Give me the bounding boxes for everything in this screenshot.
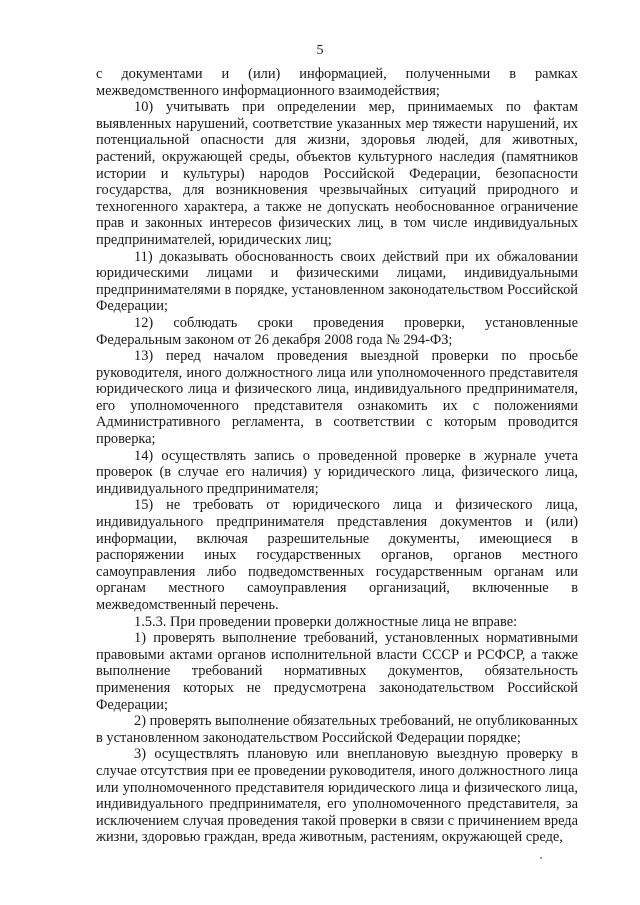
- section-heading-1-5-3: 1.5.3. При проведении проверки должностные лица не вправе:: [134, 613, 518, 630]
- paragraph-prohibition-2: 2) проверять выполнение обязательных требований, не опубликованных в установленном законодательством Российской Федерации порядке;: [96, 713, 578, 746]
- scan-speck: [540, 857, 542, 859]
- paragraph-prohibition-1: 1) проверять выполнение требований, установленных нормативными правовыми актами органов исполнительной власти СССР и РСФСР, а также выполнение требований нормативных документов, обязательность применения которых не предусмотрена законодательством Российской Федерации;: [96, 630, 578, 713]
- paragraph-item-15: 15) не требовать от юридического лица и физического лица, индивидуального предпринимателя представления документов и (или) информации, включая разрешительные документы, имеющиеся в распоряжении иных государственных органов, органов местного самоуправления либо подведомственных государственным органам или органам местного самоуправления организаций, включенные в межведомственный перечень.: [96, 497, 578, 613]
- paragraph-prohibition-3: 3) осуществлять плановую или внеплановую выездную проверку в случае отсутствия при ее проведении руководителя, иного должностного лица или уполномоченного представителя юридического лица и физического лица, индивидуального предпринимателя, его уполномоченного представителя, за исключением случая проведения такой проверки в связи с причинением вреда жизни, здоровью граждан, вреда животным, растениям, окружающей среде,: [96, 746, 578, 846]
- paragraph-continuation: с документами и (или) информацией, полученными в рамках межведомственного информационного взаимодействия;: [96, 66, 578, 99]
- paragraph-item-12: 12) соблюдать сроки проведения проверки, установленные Федеральным законом от 26 декабря 2008 года № 294-ФЗ;: [96, 314, 578, 348]
- paragraph-item-13: 13) перед началом проведения выездной проверки по просьбе руководителя, иного должностного лица или уполномоченного представителя юридического лица и физического лица, индивидуального предпринимателя, его уполномоченного представителя ознакомить их с положениями Административного регламента, в соответствии с которым проводится проверка;: [96, 348, 578, 448]
- paragraph-item-11: 11) доказывать обоснованность своих действий при их обжаловании юридическими лицами и физическими лицами, индивидуальными предпринимателями в порядке, установленном законодательством Российской Федерации;: [96, 248, 578, 315]
- paragraph-item-10: 10) учитывать при определении мер, принимаемых по фактам выявленных нарушений, соответствие указанных мер тяжести нарушений, их потенциальной опасности для жизни, здоровья людей, для животных, растений, окружающей среды, объектов культурного наследия (памятников истории и культуры) народов Российской Федерации, безопасности государства, для возникновения чрезвычайных ситуаций природного и техногенного характера, а также не допускать необоснованное ограничение прав и законных интересов физических лиц, в том числе индивидуальных предпринимателей, юридических лиц;: [96, 99, 578, 248]
- page-number: 5: [316, 43, 324, 58]
- document-body: [96, 66, 578, 846]
- paragraph-item-14: 14) осуществлять запись о проведенной проверке в журнале учета проверок (в случае его наличия) у юридического лица, физического лица, индивидуального предпринимателя;: [96, 447, 578, 497]
